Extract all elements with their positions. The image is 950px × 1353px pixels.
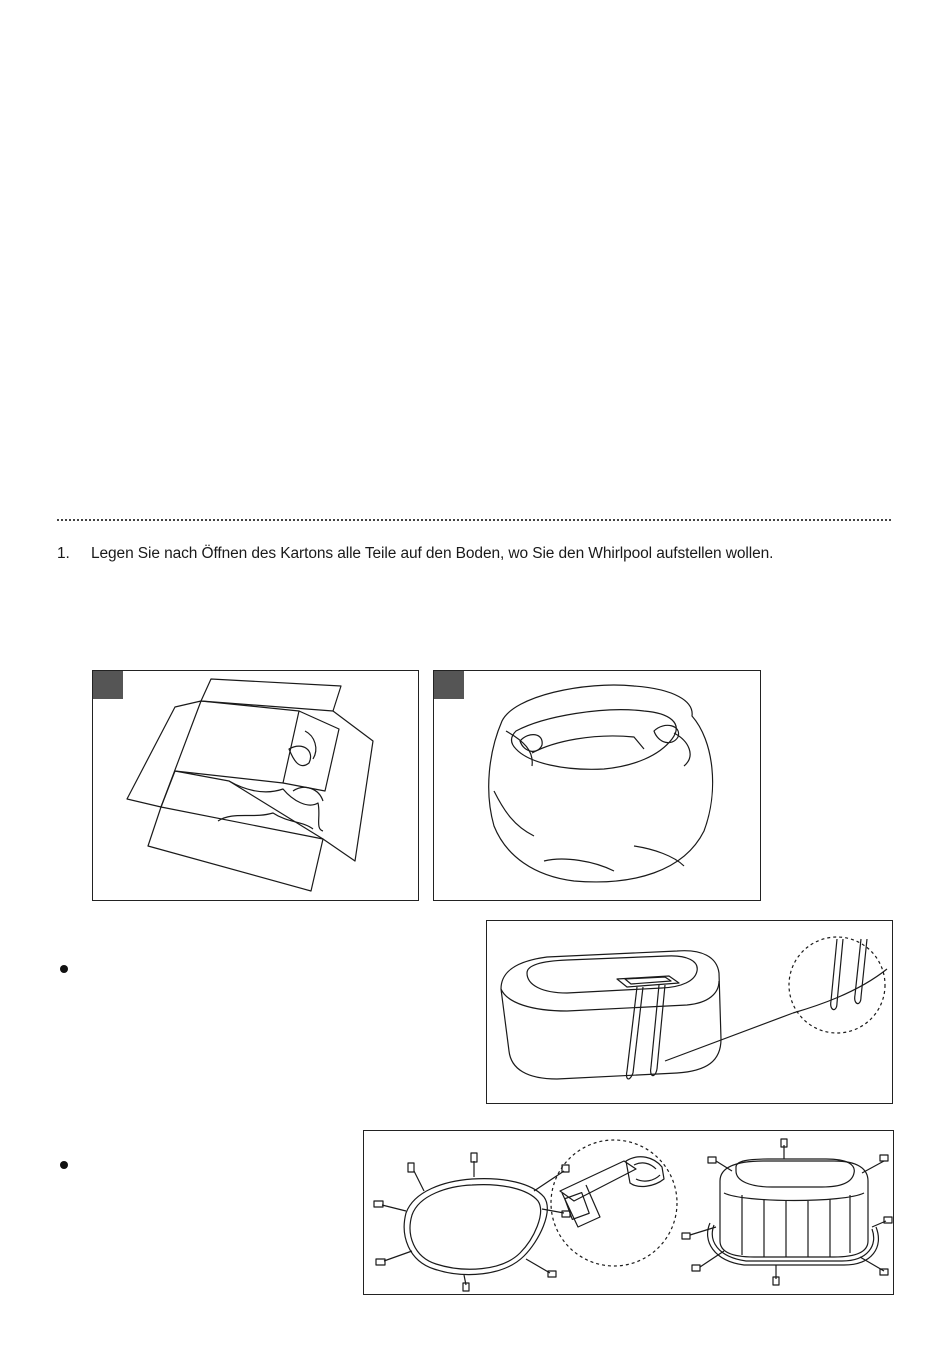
bullet-point	[60, 965, 68, 973]
bullet-point	[60, 1161, 68, 1169]
figure-spa-straps	[486, 920, 893, 1104]
open-carton-illustration	[93, 671, 418, 900]
instruction-step-1	[57, 544, 917, 564]
step-number: 1.	[57, 545, 70, 562]
figure-open-carton	[92, 670, 419, 901]
opened-bag-illustration	[434, 671, 760, 900]
spa-with-cover-straps-illustration	[487, 921, 892, 1103]
section-divider	[57, 519, 891, 521]
figure-opened-bag	[433, 670, 761, 901]
ground-cloth-with-anchors-illustration	[364, 1131, 893, 1294]
figure-ground-cloth	[363, 1130, 894, 1295]
step-text: Legen Sie nach Öffnen des Kartons alle Teile auf den Boden, wo Sie den Whirlpool aufstellen wollen.	[91, 545, 774, 562]
